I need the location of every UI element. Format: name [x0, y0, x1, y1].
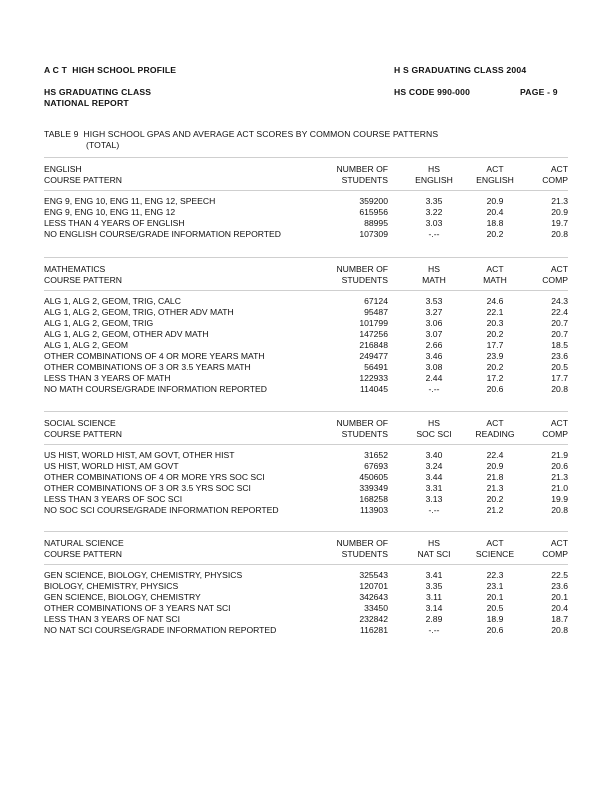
student-count: 114045	[359, 384, 388, 394]
course-pattern-header: COURSE PATTERN	[44, 275, 122, 285]
hs-gpa: 3.13	[425, 494, 443, 504]
act-comp-score: 20.8	[551, 384, 568, 394]
act-subject-score: 18.9	[486, 614, 504, 624]
act-subject-header: SCIENCE	[475, 549, 515, 559]
students-header: STUDENTS	[341, 275, 388, 285]
students-header: NUMBER OF	[336, 538, 388, 548]
hs-gpa: -.--	[428, 505, 440, 515]
hs-gpa: 3.44	[425, 472, 443, 482]
act-comp-header: COMP	[542, 429, 568, 439]
table-title: TABLE 9 HIGH SCHOOL GPAS AND AVERAGE ACT SCORES BY COMMON COURSE PATTERNS	[44, 129, 439, 139]
act-comp-score: 20.6	[551, 461, 568, 471]
student-count: 116281	[359, 625, 388, 635]
act-subject-header: MATH	[483, 275, 507, 285]
table-row	[44, 207, 568, 218]
act-comp-score: 20.8	[551, 505, 568, 515]
table-row	[44, 472, 568, 483]
table-row	[44, 373, 568, 384]
course-pattern: ALG 1, ALG 2, GEOM	[44, 340, 129, 350]
column-header-row	[44, 538, 568, 549]
students-header: NUMBER OF	[336, 164, 388, 174]
act-comp-score: 19.7	[551, 218, 568, 228]
course-pattern: NO MATH COURSE/GRADE INFORMATION REPORTED	[44, 384, 267, 394]
graduating-class-title: H S GRADUATING CLASS 2004	[394, 65, 527, 75]
act-comp-score: 20.8	[551, 229, 568, 239]
hs-gpa: 3.53	[425, 296, 443, 306]
student-count: 450605	[359, 472, 388, 482]
course-pattern: ENG 9, ENG 10, ENG 11, ENG 12, SPEECH	[44, 196, 216, 206]
hs-gpa: 3.14	[425, 603, 443, 613]
course-pattern: OTHER COMBINATIONS OF 4 OR MORE YEARS MATH	[44, 351, 265, 361]
subject-label: MATHEMATICS	[44, 264, 106, 274]
national-report-label: NATIONAL REPORT	[44, 98, 129, 108]
course-pattern: LESS THAN 3 YEARS OF NAT SCI	[44, 614, 180, 624]
student-count: 339349	[359, 483, 388, 493]
act-comp-score: 19.9	[551, 494, 568, 504]
hs-gpa: 2.44	[425, 373, 443, 383]
act-subject-header: ACT	[486, 264, 504, 274]
course-pattern: OTHER COMBINATIONS OF 3 OR 3.5 YRS SOC SCI	[44, 483, 251, 493]
student-count: 359200	[359, 196, 388, 206]
table-row	[44, 625, 568, 636]
hs-graduating-class-label: HS GRADUATING CLASS	[44, 87, 152, 97]
act-comp-score: 20.1	[551, 592, 568, 602]
hs-gpa: -.--	[428, 384, 440, 394]
student-count: 325543	[359, 570, 388, 580]
table-row	[44, 362, 568, 373]
act-subject-score: 20.1	[486, 592, 504, 602]
course-pattern-header: COURSE PATTERN	[44, 549, 122, 559]
hs-gpa: 3.08	[425, 362, 443, 372]
act-subject-score: 22.3	[486, 570, 504, 580]
act-comp-score: 20.9	[551, 207, 568, 217]
section-divider	[44, 257, 568, 258]
student-count: 88995	[364, 218, 388, 228]
hs-gpa-header: MATH	[422, 275, 446, 285]
course-pattern: US HIST, WORLD HIST, AM GOVT	[44, 461, 179, 471]
table-row	[44, 581, 568, 592]
table-row	[44, 614, 568, 625]
student-count: 168258	[359, 494, 388, 504]
course-pattern-header: COURSE PATTERN	[44, 175, 122, 185]
student-count: 56491	[364, 362, 388, 372]
course-pattern: US HIST, WORLD HIST, AM GOVT, OTHER HIST	[44, 450, 235, 460]
hs-gpa-header: HS	[428, 164, 440, 174]
table-row	[44, 296, 568, 307]
act-subject-score: 21.2	[486, 505, 504, 515]
student-count: 249477	[359, 351, 388, 361]
course-pattern: ALG 1, ALG 2, GEOM, OTHER ADV MATH	[44, 329, 209, 339]
student-count: 67693	[364, 461, 388, 471]
table-row	[44, 592, 568, 603]
course-pattern: OTHER COMBINATIONS OF 4 OR MORE YRS SOC SCI	[44, 472, 265, 482]
act-comp-score: 22.4	[551, 307, 568, 317]
hs-gpa: 3.24	[425, 461, 443, 471]
student-count: 232842	[359, 614, 388, 624]
act-comp-score: 20.5	[551, 362, 568, 372]
act-comp-header: COMP	[542, 175, 568, 185]
act-comp-score: 21.3	[551, 472, 568, 482]
student-count: 101799	[359, 318, 388, 328]
course-pattern-header: COURSE PATTERN	[44, 429, 122, 439]
english-section	[44, 157, 568, 240]
act-comp-score: 21.0	[551, 483, 568, 493]
act-subject-score: 20.6	[486, 384, 504, 394]
hs-gpa: 3.40	[425, 450, 443, 460]
hs-gpa: -.--	[428, 625, 440, 635]
act-subject-score: 23.1	[486, 581, 504, 591]
hs-gpa: 3.07	[425, 329, 443, 339]
students-header: STUDENTS	[341, 429, 388, 439]
hs-gpa-header: HS	[428, 264, 440, 274]
course-pattern: LESS THAN 4 YEARS OF ENGLISH	[44, 218, 185, 228]
act-comp-header: ACT	[550, 418, 568, 428]
column-header-row	[44, 275, 568, 286]
subject-label: ENGLISH	[44, 164, 82, 174]
act-subject-score: 21.8	[486, 472, 504, 482]
hs-gpa-header: NAT SCI	[417, 549, 451, 559]
course-pattern: NO SOC SCI COURSE/GRADE INFORMATION REPORTED	[44, 505, 279, 515]
act-comp-score: 18.7	[551, 614, 568, 624]
hs-gpa: 2.66	[425, 340, 443, 350]
student-count: 120701	[359, 581, 388, 591]
act-comp-score: 20.4	[551, 603, 568, 613]
student-count: 107309	[359, 229, 388, 239]
act-subject-score: 20.2	[486, 329, 504, 339]
act-comp-score: 18.5	[551, 340, 568, 350]
table-row	[44, 218, 568, 229]
hs-gpa: 3.31	[425, 483, 443, 493]
course-pattern: ALG 1, ALG 2, GEOM, TRIG, OTHER ADV MATH	[44, 307, 234, 317]
hs-gpa: 3.03	[425, 218, 443, 228]
table-row	[44, 384, 568, 395]
natural-science-section	[44, 531, 568, 636]
students-header: NUMBER OF	[336, 418, 388, 428]
subject-label: NATURAL SCIENCE	[44, 538, 124, 548]
act-subject-score: 20.4	[486, 207, 504, 217]
act-comp-score: 21.3	[551, 196, 568, 206]
act-subject-score: 22.4	[486, 450, 504, 460]
course-pattern: NO NAT SCI COURSE/GRADE INFORMATION REPORTED	[44, 625, 277, 635]
hs-code: HS CODE 990-000	[394, 87, 471, 97]
table-row	[44, 229, 568, 240]
students-header: NUMBER OF	[336, 264, 388, 274]
act-subject-header: ENGLISH	[476, 175, 514, 185]
hs-gpa: 2.89	[425, 614, 443, 624]
act-comp-score: 22.5	[551, 570, 568, 580]
report-title: A C T HIGH SCHOOL PROFILE	[44, 65, 177, 75]
column-header-row	[44, 264, 568, 275]
course-pattern: GEN SCIENCE, BIOLOGY, CHEMISTRY, PHYSICS	[44, 570, 243, 580]
table-row	[44, 603, 568, 614]
act-subject-score: 22.1	[486, 307, 504, 317]
table-row	[44, 505, 568, 516]
table-row	[44, 461, 568, 472]
act-subject-score: 23.9	[486, 351, 504, 361]
hs-gpa-header: SOC SCI	[416, 429, 452, 439]
section-divider	[44, 157, 568, 158]
course-pattern: NO ENGLISH COURSE/GRADE INFORMATION REPORTED	[44, 229, 281, 239]
act-subject-score: 17.7	[486, 340, 504, 350]
act-comp-header: ACT	[550, 538, 568, 548]
students-header: STUDENTS	[341, 175, 388, 185]
hs-gpa: 3.35	[425, 196, 443, 206]
course-pattern: LESS THAN 3 YEARS OF SOC SCI	[44, 494, 183, 504]
act-comp-header: ACT	[550, 164, 568, 174]
act-subject-header: READING	[475, 429, 515, 439]
hs-gpa: 3.46	[425, 351, 443, 361]
act-subject-score: 20.2	[486, 362, 504, 372]
table-row	[44, 570, 568, 581]
act-subject-score: 20.9	[486, 461, 504, 471]
table-row	[44, 329, 568, 340]
act-comp-score: 20.7	[551, 318, 568, 328]
student-count: 95487	[364, 307, 388, 317]
course-pattern: ALG 1, ALG 2, GEOM, TRIG, CALC	[44, 296, 181, 306]
student-count: 342643	[359, 592, 388, 602]
column-header-row	[44, 175, 568, 186]
student-count: 615956	[359, 207, 388, 217]
column-header-row	[44, 429, 568, 440]
course-pattern: OTHER COMBINATIONS OF 3 YEARS NAT SCI	[44, 603, 231, 613]
course-pattern: ALG 1, ALG 2, GEOM, TRIG	[44, 318, 154, 328]
act-subject-score: 24.6	[486, 296, 504, 306]
course-pattern: BIOLOGY, CHEMISTRY, PHYSICS	[44, 581, 179, 591]
table-row	[44, 196, 568, 207]
column-header-row	[44, 164, 568, 175]
table-row	[44, 351, 568, 362]
act-subject-score: 20.9	[486, 196, 504, 206]
hs-gpa-header: HS	[428, 538, 440, 548]
hs-gpa: -.--	[428, 229, 440, 239]
section-divider	[44, 531, 568, 532]
student-count: 31652	[364, 450, 388, 460]
student-count: 67124	[364, 296, 388, 306]
column-header-row	[44, 549, 568, 560]
student-count: 113903	[359, 505, 388, 515]
hs-gpa: 3.27	[425, 307, 443, 317]
course-pattern: OTHER COMBINATIONS OF 3 OR 3.5 YEARS MATH	[44, 362, 251, 372]
act-subject-score: 20.2	[486, 229, 504, 239]
act-subject-header: ACT	[486, 164, 504, 174]
student-count: 122933	[359, 373, 388, 383]
table-row	[44, 450, 568, 461]
act-comp-score: 20.8	[551, 625, 568, 635]
section-divider	[44, 411, 568, 412]
act-comp-score: 21.9	[551, 450, 568, 460]
act-comp-score: 17.7	[551, 373, 568, 383]
course-pattern: ENG 9, ENG 10, ENG 11, ENG 12	[44, 207, 176, 217]
table-row	[44, 483, 568, 494]
table-row	[44, 307, 568, 318]
act-subject-header: ACT	[486, 418, 504, 428]
act-comp-score: 23.6	[551, 351, 568, 361]
act-comp-header: ACT	[550, 264, 568, 274]
act-subject-score: 20.3	[486, 318, 504, 328]
table-subtitle: (TOTAL)	[86, 140, 120, 150]
students-header: STUDENTS	[341, 549, 388, 559]
hs-gpa-header: HS	[428, 418, 440, 428]
student-count: 33450	[364, 603, 388, 613]
table-row	[44, 318, 568, 329]
hs-gpa: 3.22	[425, 207, 443, 217]
act-subject-score: 20.5	[486, 603, 504, 613]
hs-gpa: 3.11	[425, 592, 443, 602]
act-comp-score: 24.3	[551, 296, 568, 306]
act-subject-score: 20.6	[486, 625, 504, 635]
act-subject-score: 18.8	[486, 218, 504, 228]
hs-gpa: 3.35	[425, 581, 443, 591]
subject-label: SOCIAL SCIENCE	[44, 418, 116, 428]
act-subject-score: 17.2	[486, 373, 504, 383]
course-pattern: LESS THAN 3 YEARS OF MATH	[44, 373, 171, 383]
mathematics-section	[44, 257, 568, 395]
act-comp-header: COMP	[542, 275, 568, 285]
table-row	[44, 340, 568, 351]
act-comp-score: 20.7	[551, 329, 568, 339]
page-number: PAGE - 9	[520, 87, 558, 97]
column-header-row	[44, 418, 568, 429]
table-row	[44, 494, 568, 505]
hs-gpa-header: ENGLISH	[415, 175, 453, 185]
act-comp-score: 23.6	[551, 581, 568, 591]
act-subject-score: 21.3	[486, 483, 504, 493]
hs-gpa: 3.06	[425, 318, 443, 328]
student-count: 216848	[359, 340, 388, 350]
act-subject-score: 20.2	[486, 494, 504, 504]
act-subject-header: ACT	[486, 538, 504, 548]
student-count: 147256	[359, 329, 388, 339]
hs-gpa: 3.41	[425, 570, 443, 580]
course-pattern: GEN SCIENCE, BIOLOGY, CHEMISTRY	[44, 592, 201, 602]
social-science-section	[44, 411, 568, 516]
act-comp-header: COMP	[542, 549, 568, 559]
